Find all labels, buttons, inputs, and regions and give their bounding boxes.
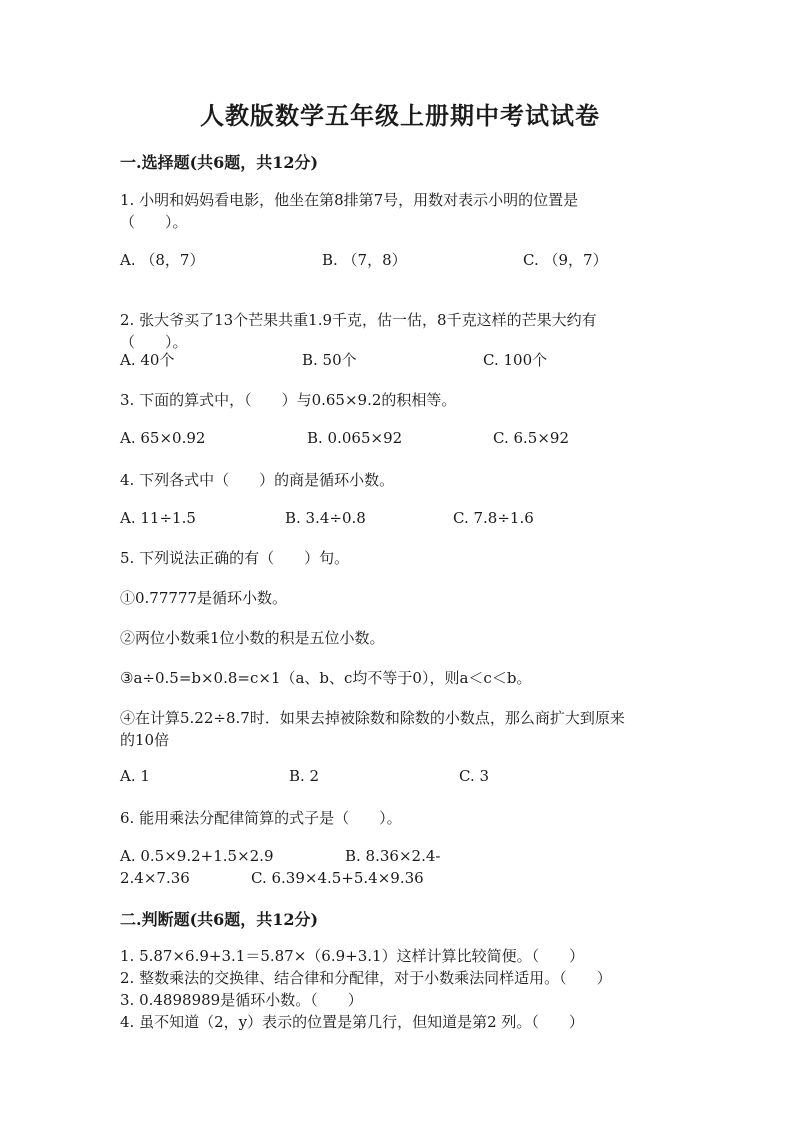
question-5-option-a: A. 1 bbox=[120, 767, 150, 785]
question-6-option-b-cont: 2.4×7.36 bbox=[120, 869, 190, 887]
question-1-option-b: B. （7，8） bbox=[322, 251, 407, 269]
judge-item-1: 1. 5.87×6.9+3.1＝5.87×（6.9+3.1）这样计算比较简便。（ ） bbox=[120, 947, 585, 965]
question-3-option-a: A. 65×0.92 bbox=[120, 429, 206, 447]
question-2-option-a: A. 40个 bbox=[120, 351, 175, 369]
question-1-option-a: A. （8，7） bbox=[120, 251, 205, 269]
question-2-option-c: C. 100个 bbox=[483, 351, 548, 369]
question-5-statement-2: ②两位小数乘1位小数的积是五位小数。 bbox=[120, 629, 385, 647]
question-6-option-a: A. 0.5×9.2+1.5×2.9 bbox=[120, 847, 274, 865]
exam-title: 人教版数学五年级上册期中考试试卷 bbox=[200, 101, 600, 130]
question-2-option-b: B. 50个 bbox=[302, 351, 357, 369]
question-2-text-cont: （ ）。 bbox=[120, 333, 188, 351]
section-heading-judge: 二.判断题(共6题，共12分) bbox=[120, 910, 319, 929]
question-4-option-a: A. 11÷1.5 bbox=[120, 509, 196, 527]
question-5-statement-4: ④在计算5.22÷8.7时．如果去掉被除数和除数的小数点，那么商扩大到原来 bbox=[120, 709, 625, 727]
question-5-option-c: C. 3 bbox=[459, 767, 490, 785]
question-5-option-b: B. 2 bbox=[289, 767, 320, 785]
judge-item-2: 2. 整数乘法的交换律、结合律和分配律，对于小数乘法同样适用。（ ） bbox=[120, 969, 612, 987]
question-4-option-c: C. 7.8÷1.6 bbox=[453, 509, 534, 527]
question-1-text-cont: （ ）。 bbox=[120, 213, 188, 231]
question-4-option-b: B. 3.4÷0.8 bbox=[285, 509, 366, 527]
question-6-option-b: B. 8.36×2.4- bbox=[345, 847, 441, 865]
question-1-text: 1. 小明和妈妈看电影，他坐在第8排第7号，用数对表示小明的位置是 bbox=[120, 191, 579, 209]
question-6-text: 6. 能用乘法分配律简算的式子是（ ）。 bbox=[120, 809, 402, 827]
question-5-statement-1: ①0.77777是循环小数。 bbox=[120, 589, 288, 607]
question-3-option-c: C. 6.5×92 bbox=[493, 429, 569, 447]
question-5-statement-4-cont: 的10倍 bbox=[120, 731, 170, 749]
question-2-text: 2. 张大爷买了13个芒果共重1.9千克，估一估，8千克这样的芒果大约有 bbox=[120, 311, 597, 329]
question-4-text: 4. 下列各式中（ ）的商是循环小数。 bbox=[120, 471, 395, 489]
question-3-option-b: B. 0.065×92 bbox=[307, 429, 403, 447]
judge-item-4: 4. 虽不知道（2，y）表示的位置是第几行，但知道是第2 列。（ ） bbox=[120, 1013, 584, 1031]
question-5-text: 5. 下列说法正确的有（ ）句。 bbox=[120, 549, 350, 567]
judge-item-3: 3. 0.4898989是循环小数。（ ） bbox=[120, 991, 363, 1009]
section-heading-choice: 一.选择题(共6题，共12分) bbox=[120, 153, 319, 172]
question-5-statement-3: ③a÷0.5=b×0.8=c×1（a、b、c均不等于0），则a＜c＜b。 bbox=[120, 669, 532, 687]
question-3-text: 3. 下面的算式中，（ ）与0.65×9.2的积相等。 bbox=[120, 391, 457, 409]
question-6-option-c: C. 6.39×4.5+5.4×9.36 bbox=[251, 869, 424, 887]
question-1-option-c: C. （9，7） bbox=[523, 251, 608, 269]
